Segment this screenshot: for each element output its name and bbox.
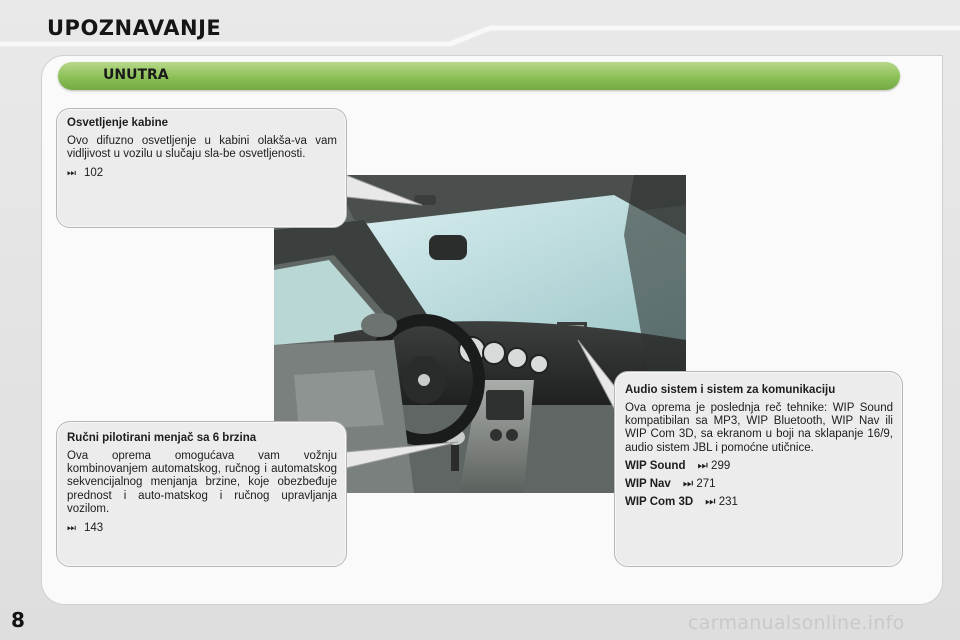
callout-cabin-lighting-text: Ovo difuzno osvetljenje u kabini olakša-va vam vidljivost u vozilu u slučaju sla-be osvetljenosti. <box>67 135 337 161</box>
wip-reference-row <box>625 478 893 491</box>
section-title: UNUTRA <box>103 67 169 83</box>
page-reference <box>67 522 337 534</box>
wip-reference-page[interactable]: 231 <box>718 495 738 508</box>
page-reference-number[interactable]: 102 <box>84 167 104 180</box>
wip-reference-label: WIP Com 3D <box>625 495 694 508</box>
callout-audio-system-title: Audio sistem i sistem za komunikaciju <box>625 384 836 396</box>
wip-reference-row <box>625 496 893 509</box>
callout-audio-system <box>614 371 903 567</box>
page-reference-number[interactable]: 143 <box>84 522 104 535</box>
double-arrow-icon: ⏭ <box>705 495 716 508</box>
callout-gearbox-title: Ručni pilotirani menjač sa 6 brzina <box>67 432 257 444</box>
page-number: 8 <box>11 608 25 632</box>
wip-reference-label: WIP Sound <box>625 459 686 472</box>
callout-audio-system-text: Ova oprema je poslednja reč tehnike: WIP Sound kompatibilan sa MP3, WIP Bluetooth, WIP Nav ili WIP Com 3D, sa ekranom u boji na sklapanje 16/9, audio sistem JBL i pomoćne utičnice. <box>625 402 893 454</box>
double-arrow-icon: ⏭ <box>67 523 76 535</box>
double-arrow-icon: ⏭ <box>682 477 694 490</box>
page-reference <box>67 167 337 179</box>
page-header-title: UPOZNAVANJE <box>47 16 222 40</box>
wip-reference-page[interactable]: 299 <box>711 459 731 472</box>
watermark: carmanualsonline.info <box>688 612 905 634</box>
double-arrow-icon: ⏭ <box>697 459 708 472</box>
callout-cabin-lighting <box>56 108 347 228</box>
callout-cabin-lighting-title: Osvetljenje kabine <box>67 117 168 129</box>
wip-reference-page[interactable]: 271 <box>696 477 716 490</box>
double-arrow-icon: ⏭ <box>67 168 76 180</box>
callout-gearbox-text: Ova oprema omogućava vam vožnju kombinovanjem automatskog, ručnog i automatskog sekvencijalnog menjanja brzine, koje obezbeđuje prednost i auto-matskog i ručnog upravljanja vozilom. <box>67 450 337 515</box>
wip-reference-label: WIP Nav <box>625 477 671 490</box>
wip-reference-row <box>625 460 893 473</box>
callout-gearbox <box>56 421 347 567</box>
